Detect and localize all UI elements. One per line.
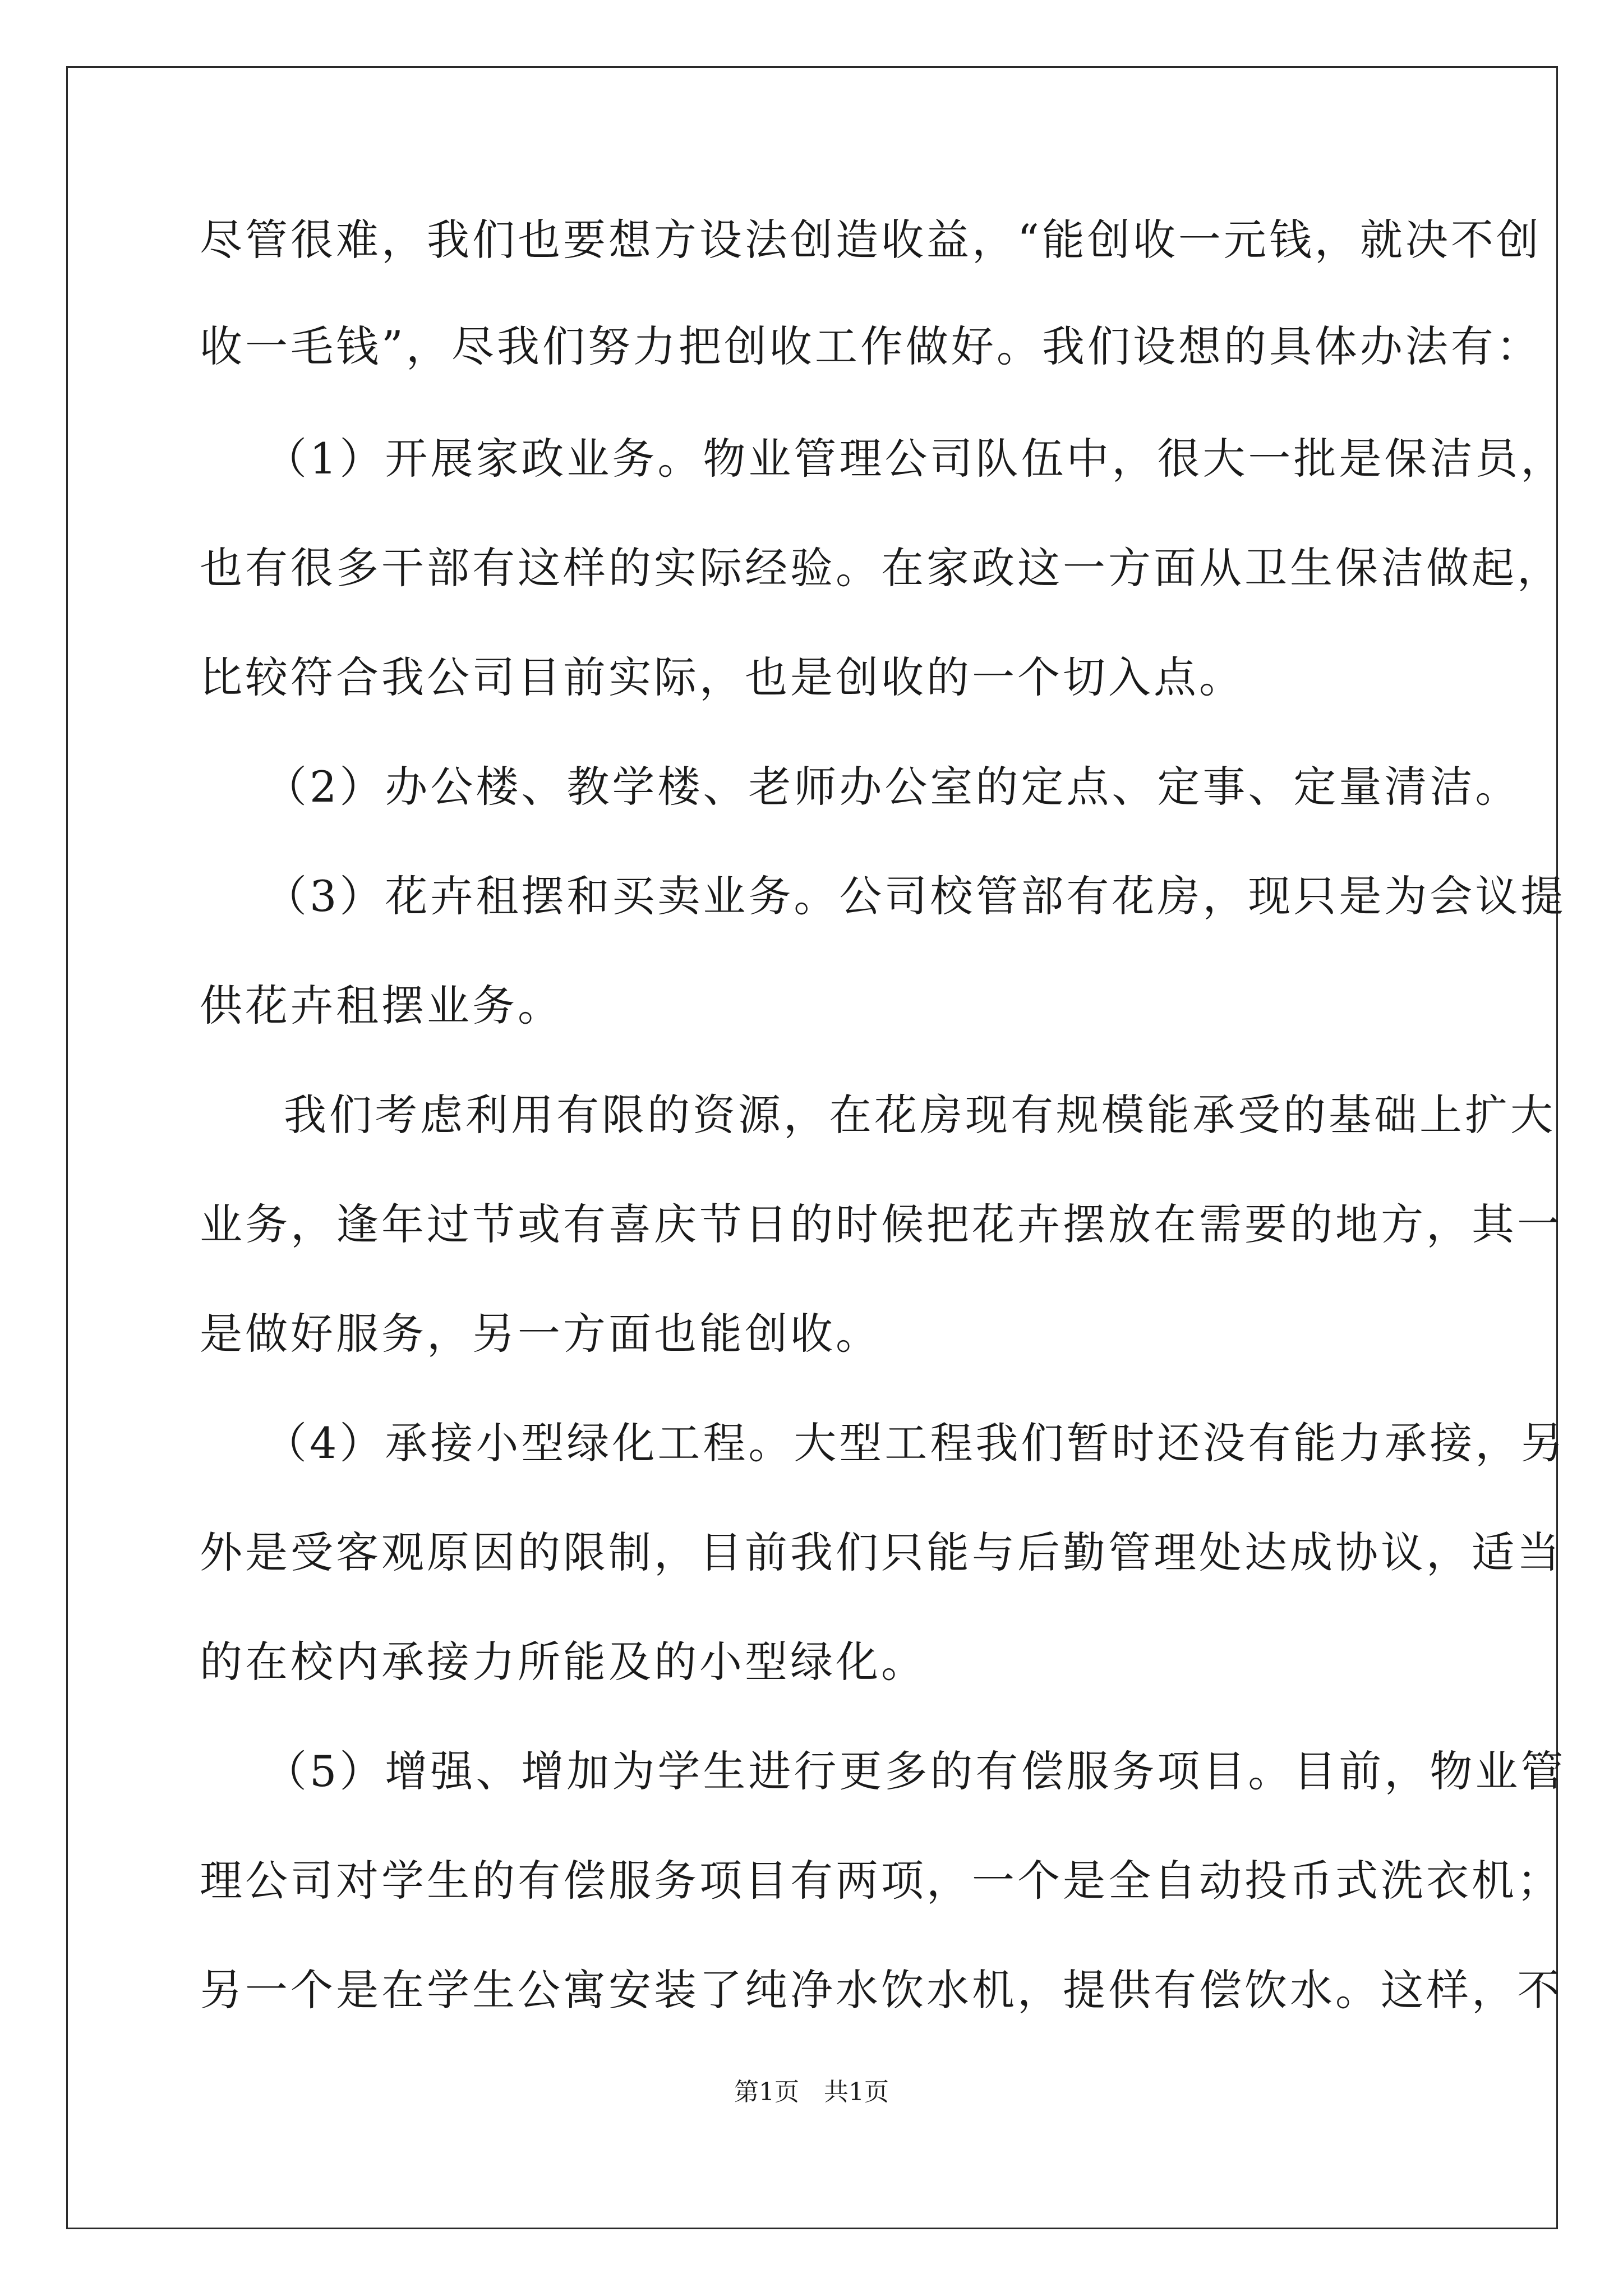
text-line: 也有很多干部有这样的实际经验。在家政这一方面从卫生保洁做起， [200,543,1562,593]
text-line: 是做好服务，另一方面也能创收。 [200,1309,881,1359]
text-line: 供花卉租摆业务。 [200,981,563,1030]
text-line: 比较符合我公司目前实际，也是创收的一个切入点。 [200,652,1244,702]
text-line: 尽管很难，我们也要想方设法创造收益，“能创收一元钱，就决不创 [200,215,1542,265]
text-line: 我们考虑利用有限的资源，在花房现有规模能承受的基础上扩大 [284,1090,1556,1140]
text-line: 另一个是在学生公寓安装了纯净水饮水机，提供有偿饮水。这样，不 [200,1965,1562,2015]
text-line: 外是受客观原因的限制，目前我们只能与后勤管理处达成协议，适当 [200,1527,1562,1577]
text-line: （5）增强、增加为学生进行更多的有偿服务项目。目前，物业管 [264,1746,1566,1796]
text-line: 业务，逢年过节或有喜庆节日的时候把花卉摆放在需要的地方，其一 [200,1199,1562,1249]
page-number-footer: 第1页 共1页 [734,2078,889,2106]
text-line: 收一毛钱”，尽我们努力把创收工作做好。我们设想的具体办法有： [200,321,1542,371]
text-line: （1）开展家政业务。物业管理公司队伍中，很大一批是保洁员， [264,434,1566,484]
text-line: （3）花卉租摆和买卖业务。公司校管部有花房，现只是为会议提 [264,871,1566,921]
text-line: 的在校内承接力所能及的小型绿化。 [200,1637,926,1687]
text-line: （4）承接小型绿化工程。大型工程我们暂时还没有能力承接，另 [264,1418,1566,1468]
text-line: （2）办公楼、教学楼、老师办公室的定点、定事、定量清洁。 [264,762,1521,812]
text-line: 理公司对学生的有偿服务项目有两项，一个是全自动投币式洗衣机； [200,1856,1562,1906]
